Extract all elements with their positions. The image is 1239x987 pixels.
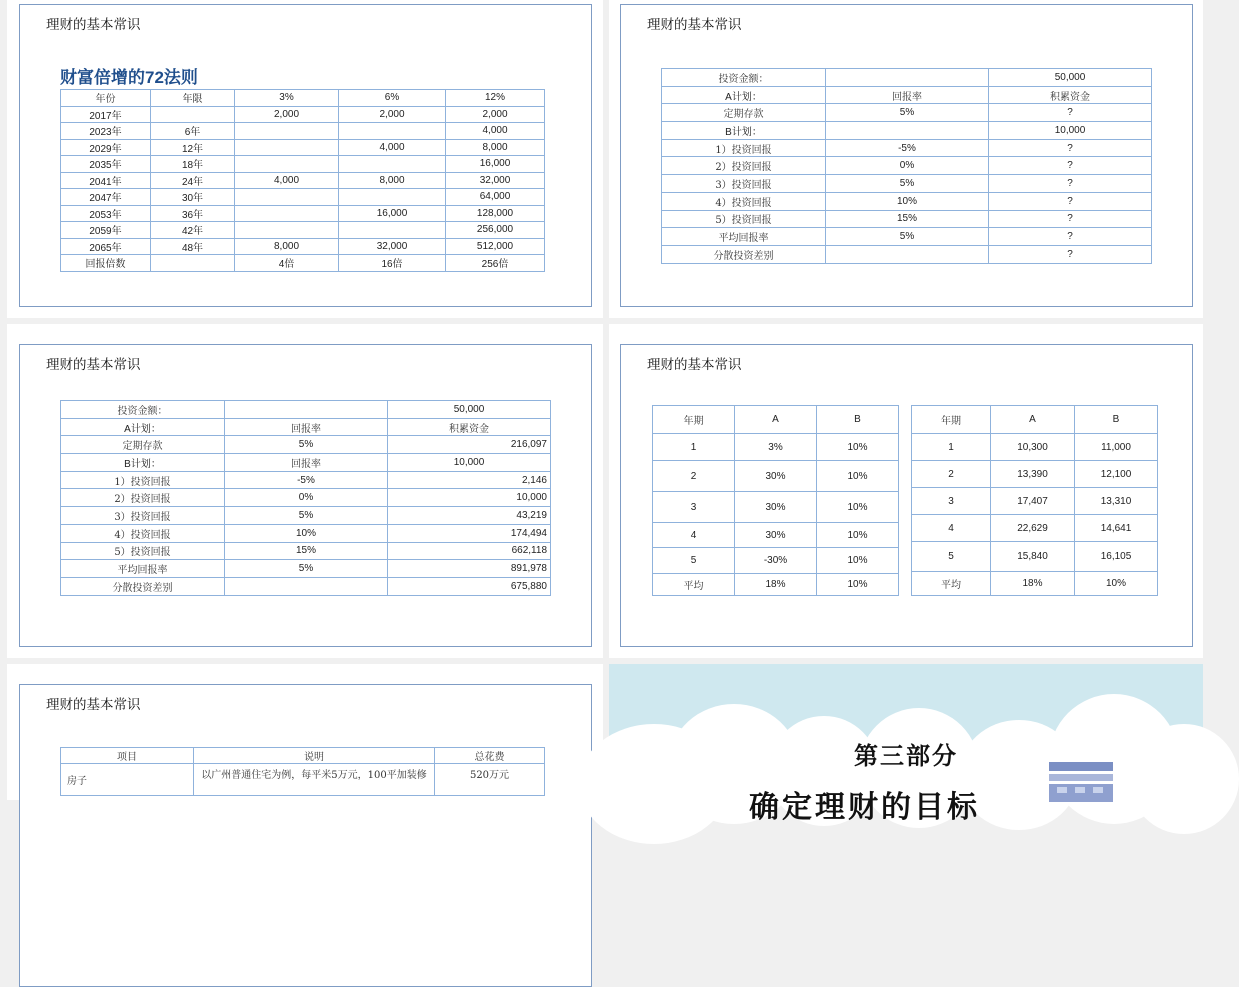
table-cell — [225, 401, 388, 419]
table-row — [662, 157, 1152, 175]
table-cell: 2 — [912, 461, 991, 488]
rule-72-table — [60, 89, 545, 272]
table-cell: 42年 — [151, 222, 235, 239]
table-cell: -5% — [225, 471, 388, 489]
rule-72-heading: 财富倍增的72法则 — [60, 68, 198, 87]
table-cell: 12年 — [151, 139, 235, 156]
table-cell: 2035年 — [61, 156, 151, 173]
table-cell: 4）投资回报 — [61, 524, 225, 542]
table-cell: 32,000 — [339, 238, 446, 255]
table-cell: 2）投资回报 — [61, 489, 225, 507]
table-cell: 10% — [817, 461, 899, 492]
table-cell: 36年 — [151, 205, 235, 222]
table-cell: 4,000 — [339, 139, 446, 156]
table-cell: 48年 — [151, 238, 235, 255]
table-cell: 3 — [912, 488, 991, 515]
table-cell: 5% — [826, 175, 989, 193]
table-row — [653, 434, 899, 461]
header-cell: A — [991, 406, 1075, 434]
table-row — [61, 172, 545, 189]
table-cell: 3% — [735, 434, 817, 461]
table-cell: 13,310 — [1075, 488, 1158, 515]
table-cell: 回报率 — [826, 86, 989, 104]
table-cell: 14,641 — [1075, 515, 1158, 542]
table-row — [61, 507, 551, 525]
table-cell: 174,494 — [388, 524, 551, 542]
table-cell: ? — [989, 139, 1152, 157]
table-cell: 18% — [991, 572, 1075, 596]
table-cell — [339, 222, 446, 239]
table-cell: 2 — [653, 461, 735, 492]
table-cell: 5）投资回报 — [662, 210, 826, 228]
table-cell: 3 — [653, 492, 735, 523]
expense-table — [60, 747, 545, 796]
table-cell: 15,840 — [991, 542, 1075, 572]
table-cell: -30% — [735, 548, 817, 574]
table-cell: 分散投资差别 — [61, 577, 225, 595]
table-cell: 5% — [826, 104, 989, 122]
table-header-row — [61, 90, 545, 107]
table-cell: 10% — [817, 492, 899, 523]
table-cell: 11,000 — [1075, 434, 1158, 461]
table-row — [61, 222, 545, 239]
table-cell: ? — [989, 157, 1152, 175]
table-row — [61, 454, 551, 472]
header-cell: 年份 — [61, 90, 151, 107]
table-cell: 32,000 — [446, 172, 545, 189]
table-cell: 30% — [735, 461, 817, 492]
slide-title: 理财的基本常识 — [46, 697, 141, 712]
table-row — [662, 139, 1152, 157]
table-cell: 10% — [817, 548, 899, 574]
table-cell: 30% — [735, 523, 817, 548]
table-cell: 10% — [817, 523, 899, 548]
table-cell — [235, 205, 339, 222]
slide-thumbnail-5[interactable] — [7, 664, 603, 800]
table-cell — [151, 106, 235, 123]
table-cell: 256倍 — [446, 255, 545, 272]
table-cell: 675,880 — [388, 577, 551, 595]
table-row — [61, 156, 545, 173]
header-cell: 说明 — [194, 748, 435, 764]
table-cell: 1）投资回报 — [61, 471, 225, 489]
table-cell: 平均回报率 — [662, 228, 826, 246]
table-row — [61, 139, 545, 156]
table-cell: 10% — [826, 192, 989, 210]
table-row — [662, 228, 1152, 246]
table-cell — [339, 189, 446, 206]
table-cell: 16倍 — [339, 255, 446, 272]
table-cell: 512,000 — [446, 238, 545, 255]
table-cell: 投资金额： — [662, 69, 826, 87]
table-cell: 10% — [817, 574, 899, 596]
table-cell: 5% — [225, 560, 388, 578]
investment-result-table — [60, 400, 551, 596]
table-cell: A计划： — [61, 418, 225, 436]
slide-title: 理财的基本常识 — [46, 17, 141, 32]
table-cell: 2017年 — [61, 106, 151, 123]
table-cell: 0% — [826, 157, 989, 175]
table-cell: 13,390 — [991, 461, 1075, 488]
table-cell: 积累资金 — [989, 86, 1152, 104]
table-cell: 4）投资回报 — [662, 192, 826, 210]
table-cell: 2065年 — [61, 238, 151, 255]
table-cell: 2023年 — [61, 123, 151, 140]
table-cell: 4 — [653, 523, 735, 548]
header-cell: 总花费 — [435, 748, 545, 764]
table-cell — [826, 69, 989, 87]
slide-thumbnail-3[interactable] — [7, 324, 603, 658]
table-cell: 8,000 — [446, 139, 545, 156]
slide-frame — [19, 344, 592, 647]
header-cell: 年期 — [912, 406, 991, 434]
table-row — [61, 189, 545, 206]
header-cell: 6% — [339, 90, 446, 107]
table-cell — [151, 255, 235, 272]
table-cell: 3）投资回报 — [61, 507, 225, 525]
table-cell: 22,629 — [991, 515, 1075, 542]
slide-title: 理财的基本常识 — [647, 17, 742, 32]
header-cell: A — [735, 406, 817, 434]
accumulated-value-table — [911, 405, 1158, 596]
table-row — [61, 123, 545, 140]
table-cell — [235, 222, 339, 239]
table-cell: 256,000 — [446, 222, 545, 239]
table-cell: 30% — [735, 492, 817, 523]
table-cell: 8,000 — [235, 238, 339, 255]
table-row — [662, 175, 1152, 193]
table-cell: 2,000 — [339, 106, 446, 123]
table-cell: 2047年 — [61, 189, 151, 206]
table-row — [662, 69, 1152, 87]
table-cell: 24年 — [151, 172, 235, 189]
slide-thumbnail-4[interactable] — [609, 324, 1203, 658]
table-row — [653, 574, 899, 596]
table-cell: ? — [989, 228, 1152, 246]
table-row — [662, 210, 1152, 228]
table-row — [662, 122, 1152, 140]
slide-frame — [620, 4, 1193, 307]
table-row — [61, 524, 551, 542]
table-cell: 12,100 — [1075, 461, 1158, 488]
table-cell: 891,978 — [388, 560, 551, 578]
table-cell — [826, 122, 989, 140]
slide-thumbnail-1[interactable] — [7, 0, 603, 318]
table-cell: 128,000 — [446, 205, 545, 222]
table-cell: 16,105 — [1075, 542, 1158, 572]
table-cell: 平均 — [653, 574, 735, 596]
header-cell: B — [817, 406, 899, 434]
table-cell: 0% — [225, 489, 388, 507]
table-cell: 积累资金 — [388, 418, 551, 436]
table-row — [912, 461, 1158, 488]
table-row — [912, 542, 1158, 572]
table-row — [61, 489, 551, 507]
header-cell: 3% — [235, 90, 339, 107]
table-cell: 18年 — [151, 156, 235, 173]
table-cell: 15% — [826, 210, 989, 228]
table-row — [662, 86, 1152, 104]
header-cell: 12% — [446, 90, 545, 107]
table-cell: 2059年 — [61, 222, 151, 239]
slide-frame — [19, 684, 592, 987]
table-cell: 1）投资回报 — [662, 139, 826, 157]
table-row — [61, 764, 545, 796]
table-cell: 5% — [826, 228, 989, 246]
table-cell — [235, 139, 339, 156]
table-cell: 662,118 — [388, 542, 551, 560]
table-cell: 10,000 — [989, 122, 1152, 140]
table-cell: 投资金额： — [61, 401, 225, 419]
table-cell: 30年 — [151, 189, 235, 206]
table-cell: ? — [989, 192, 1152, 210]
table-row — [61, 205, 545, 222]
slide-thumbnail-2[interactable] — [609, 0, 1203, 318]
header-cell: 年期 — [653, 406, 735, 434]
table-cell: 定期存款 — [662, 104, 826, 122]
table-cell: 2,000 — [235, 106, 339, 123]
table-cell: 分散投资差别 — [662, 245, 826, 263]
table-cell: 6年 — [151, 123, 235, 140]
table-cell — [339, 123, 446, 140]
table-row — [61, 560, 551, 578]
table-cell: 10,000 — [388, 454, 551, 472]
table-cell: 回报倍数 — [61, 255, 151, 272]
table-cell: 10% — [225, 524, 388, 542]
table-cell — [235, 156, 339, 173]
table-cell: ? — [989, 104, 1152, 122]
table-footer-row — [61, 255, 545, 272]
return-rate-table — [652, 405, 899, 596]
table-cell: 1 — [912, 434, 991, 461]
table-cell: 520万元 — [435, 764, 545, 796]
table-cell: 10% — [817, 434, 899, 461]
section-title: 确定理财的目标 — [749, 791, 980, 824]
table-row — [912, 488, 1158, 515]
header-cell: B — [1075, 406, 1158, 434]
table-cell: 4 — [912, 515, 991, 542]
table-cell: 回报率 — [225, 418, 388, 436]
table-cell — [235, 189, 339, 206]
table-cell: 5% — [225, 507, 388, 525]
section-number: 第三部分 — [854, 743, 958, 770]
table-row — [662, 104, 1152, 122]
table-row — [653, 548, 899, 574]
table-cell: 2）投资回报 — [662, 157, 826, 175]
table-cell — [225, 577, 388, 595]
table-cell: 15% — [225, 542, 388, 560]
table-cell — [235, 123, 339, 140]
slide-frame — [19, 4, 592, 307]
table-row — [61, 106, 545, 123]
table-cell: 43,219 — [388, 507, 551, 525]
table-cell: 5 — [912, 542, 991, 572]
table-cell: 2041年 — [61, 172, 151, 189]
table-cell: 18% — [735, 574, 817, 596]
table-cell: 64,000 — [446, 189, 545, 206]
table-cell: 50,000 — [388, 401, 551, 419]
table-cell: 5% — [225, 436, 388, 454]
table-row — [662, 245, 1152, 263]
table-cell: 17,407 — [991, 488, 1075, 515]
table-header-row — [653, 406, 899, 434]
table-cell: 以广州普通住宅为例，每平米5万元，100平加装修 — [194, 764, 435, 796]
table-cell: 2,000 — [446, 106, 545, 123]
table-row — [662, 192, 1152, 210]
table-cell: 10,300 — [991, 434, 1075, 461]
table-row — [653, 523, 899, 548]
table-cell: 16,000 — [446, 156, 545, 173]
table-cell: 2029年 — [61, 139, 151, 156]
table-cell: B计划： — [662, 122, 826, 140]
table-row — [912, 434, 1158, 461]
table-row — [653, 461, 899, 492]
table-cell: 定期存款 — [61, 436, 225, 454]
table-row — [61, 418, 551, 436]
table-cell: 5 — [653, 548, 735, 574]
table-row — [61, 436, 551, 454]
table-row — [61, 577, 551, 595]
investment-plan-table — [661, 68, 1152, 264]
table-row — [912, 572, 1158, 596]
table-cell: 3）投资回报 — [662, 175, 826, 193]
table-cell: 8,000 — [339, 172, 446, 189]
table-cell — [339, 156, 446, 173]
table-row — [61, 401, 551, 419]
table-header-row — [61, 748, 545, 764]
slide-frame — [620, 344, 1193, 647]
table-cell: 10,000 — [388, 489, 551, 507]
table-cell: 16,000 — [339, 205, 446, 222]
header-cell: 项目 — [61, 748, 194, 764]
table-cell: 房子 — [61, 764, 194, 796]
table-cell: 1 — [653, 434, 735, 461]
table-cell: 5）投资回报 — [61, 542, 225, 560]
table-row — [61, 471, 551, 489]
table-cell: A计划： — [662, 86, 826, 104]
table-cell: ? — [989, 210, 1152, 228]
table-row — [61, 238, 545, 255]
table-row — [61, 542, 551, 560]
table-cell: 216,097 — [388, 436, 551, 454]
slide-title: 理财的基本常识 — [647, 357, 742, 372]
table-cell: 平均 — [912, 572, 991, 596]
table-cell: 4倍 — [235, 255, 339, 272]
table-cell: 10% — [1075, 572, 1158, 596]
table-row — [653, 492, 899, 523]
table-cell: -5% — [826, 139, 989, 157]
table-cell: 回报率 — [225, 454, 388, 472]
table-cell: B计划： — [61, 454, 225, 472]
table-cell: 4,000 — [446, 123, 545, 140]
table-cell: ? — [989, 175, 1152, 193]
table-header-row — [912, 406, 1158, 434]
table-cell: 4,000 — [235, 172, 339, 189]
table-row — [912, 515, 1158, 542]
table-cell: 2053年 — [61, 205, 151, 222]
table-cell: 2,146 — [388, 471, 551, 489]
table-cell: 平均回报率 — [61, 560, 225, 578]
table-cell: ? — [989, 245, 1152, 263]
table-cell — [826, 245, 989, 263]
header-cell: 年限 — [151, 90, 235, 107]
slide-title: 理财的基本常识 — [46, 357, 141, 372]
table-cell: 50,000 — [989, 69, 1152, 87]
section-cover-slide[interactable] — [609, 664, 1203, 824]
